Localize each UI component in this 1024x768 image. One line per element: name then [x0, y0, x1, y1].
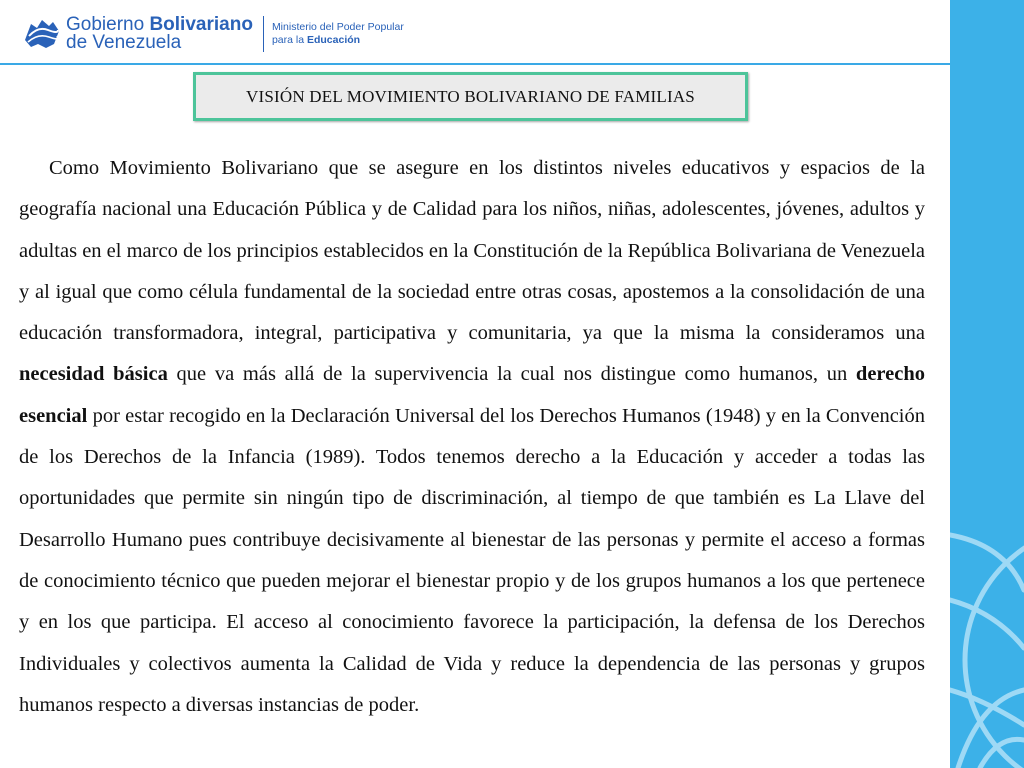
government-logo — [22, 12, 404, 56]
decorative-circle-pattern — [950, 0, 1024, 768]
side-band — [950, 0, 1024, 768]
ministry-line-2: para la — [271, 34, 307, 46]
logo-divider — [263, 16, 264, 52]
header-rule — [0, 63, 950, 65]
body-bold-derecho: derecho esencial — [19, 363, 925, 427]
ministry-name — [272, 21, 404, 47]
body-text-3: por estar recogido en la Declaración Universal del los Derechos Humanos (1948) y en la Convención de los Derechos de la Infancia (1989). Todos tenemos derecho a la Educación y acceder a todas las oportunidades que permite sin ningún tipo de discriminación, al tiempo de que también es La Llave del Desarrollo Humano pues contribuye decisivamente al bienestar de las personas y permite el acceso a formas de conocimiento técnico que pueden mejorar el bienestar propio y de los grupos humanos a los que pertenece y en los que participa. El acceso al conocimiento favorece la participación, la defensa de los Derechos Individuales y colectivos aumenta la Calidad de Vida y reduce la dependencia de las personas y grupos humanos respecto a diversas instancias de poder. — [19, 404, 925, 716]
ministry-education: Educación — [306, 34, 361, 46]
logo-text-bolivariano: Bolivariano — [149, 14, 253, 35]
slide-title: VISIÓN DEL MOVIMIENTO BOLIVARIANO DE FAMILIAS — [246, 86, 695, 106]
body-paragraph — [19, 148, 925, 726]
body-bold-necesidad: necesidad básica — [19, 363, 168, 386]
body-text-1: Como Movimiento Bolivariano que se asegure en los distintos niveles educativos y espacios de la geografía nacional una Educación Pública y de Calidad para los niños, niñas, adolescentes, jóvenes, adultos y adultas en el marco de los principios establecidos en la Constitución de la República Bolivariana de Venezuela y al igual que como célula fundamental de la sociedad entre otras cosas, apostemos a la consolidación de una educación transformadora, integral, participativa y comunitaria, ya que la misma la consideramos una — [19, 157, 925, 345]
logo-text-venezuela: de Venezuela — [66, 32, 182, 53]
logo-text-gobierno: Gobierno — [66, 14, 150, 35]
government-name — [66, 16, 253, 52]
venezuela-map-logo-icon — [22, 14, 62, 54]
title-box — [193, 72, 748, 121]
body-text-2: que va más allá de la supervivencia la cual nos distingue como humanos, un — [167, 363, 856, 386]
ministry-line-1: Ministerio del Poder Popular — [271, 21, 404, 33]
